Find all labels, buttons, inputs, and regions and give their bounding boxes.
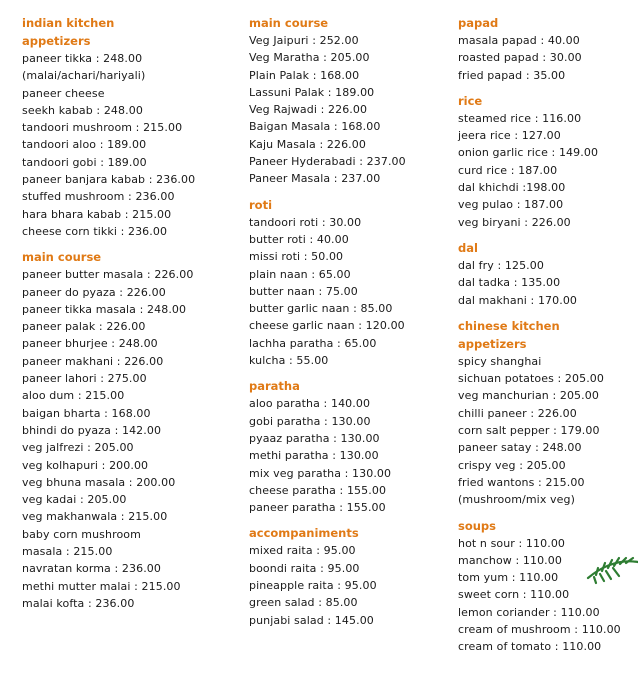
section-heading: papad	[458, 16, 499, 30]
menu-item: boondi raita : 95.00	[249, 561, 360, 575]
menu-item: Veg Maratha : 205.00	[249, 51, 370, 65]
menu-item: lachha paratha : 65.00	[249, 336, 377, 350]
menu-item: tandoori roti : 30.00	[249, 215, 362, 229]
menu-item: methi paratha : 130.00	[249, 449, 379, 463]
menu-item: paneer butter masala : 226.00	[22, 268, 194, 282]
menu-item: paneer makhani : 226.00	[22, 354, 164, 368]
section-heading: main course	[22, 250, 102, 265]
menu-item: dal makhani : 170.00	[458, 293, 578, 307]
menu-item: paneer cheese	[22, 86, 105, 100]
menu-item: jeera rice : 127.00	[458, 129, 561, 143]
menu-item: plain naan : 65.00	[249, 267, 351, 281]
menu-item: dal khichdi :198.00	[458, 181, 566, 195]
section-heading: paratha	[249, 379, 300, 394]
menu-item: steamed rice : 116.00	[458, 111, 582, 125]
menu-item: Veg Rajwadi : 226.00	[249, 103, 368, 117]
menu-item: butter roti : 40.00	[249, 232, 349, 246]
section-heading: roti	[249, 197, 273, 212]
menu-item: corn salt pepper : 179.00	[458, 424, 600, 438]
menu-item: veg jalfrezi : 205.00	[22, 441, 134, 455]
section-heading: soups	[458, 518, 497, 533]
section-heading: appetizers	[458, 336, 527, 351]
menu-item: stuffed mushroom : 236.00	[22, 190, 175, 204]
menu-item: lemon coriander : 110.00	[458, 605, 600, 619]
section-gap	[458, 309, 636, 317]
menu-item: veg manchurian : 205.00	[458, 389, 599, 403]
section-gap	[249, 188, 449, 196]
section-gap	[458, 509, 636, 517]
menu-item: cheese paratha : 155.00	[249, 483, 387, 497]
menu-item: kulcha : 55.00	[249, 354, 329, 368]
section-heading: main course	[249, 16, 329, 30]
menu-item: veg bhuna masala : 200.00	[22, 475, 176, 489]
section-heading: rice	[458, 93, 483, 108]
menu-item: cheese garlic naan : 120.00	[249, 319, 405, 333]
section-heading: chinese kitchen	[458, 318, 560, 333]
menu-item: paneer palak : 226.00	[22, 320, 146, 334]
menu-item: methi mutter malai : 215.00	[22, 579, 181, 593]
menu-item: gobi paratha : 130.00	[249, 414, 371, 428]
menu-item: crispy veg : 205.00	[458, 458, 566, 472]
menu-item: fried papad : 35.00	[458, 68, 566, 82]
section-heading: dal	[458, 240, 478, 255]
menu-item: sichuan potatoes : 205.00	[458, 372, 604, 386]
section-heading: appetizers	[22, 34, 91, 48]
section-gap	[249, 369, 449, 377]
menu-item: tandoori aloo : 189.00	[22, 138, 147, 152]
menu-item: Paneer Masala : 237.00	[249, 172, 381, 186]
menu-item: navratan korma : 236.00	[22, 562, 161, 576]
menu-item: cream of tomato : 110.00	[458, 640, 602, 654]
menu-item: aloo dum : 215.00	[22, 389, 125, 403]
menu-item: veg makhanwala : 215.00	[22, 510, 168, 524]
section-gap	[22, 240, 232, 248]
section-heading: indian kitchen	[22, 16, 115, 30]
menu-item: mix veg paratha : 130.00	[249, 466, 392, 480]
menu-item: sweet corn : 110.00	[458, 588, 570, 602]
menu-item: cheese corn tikki : 236.00	[22, 224, 168, 238]
menu-item: pineapple raita : 95.00	[249, 579, 377, 593]
menu-item: mixed raita : 95.00	[249, 544, 356, 558]
section-gap	[458, 231, 636, 239]
menu-item: Veg Jaipuri : 252.00	[249, 34, 359, 47]
menu-item: paneer paratha : 155.00	[249, 501, 386, 515]
menu-item: tandoori gobi : 189.00	[22, 155, 147, 169]
menu-item: cream of mushroom : 110.00	[458, 623, 621, 637]
menu-item: aloo paratha : 140.00	[249, 397, 371, 411]
menu-item: spicy shanghai	[458, 354, 542, 368]
menu-item: roasted papad : 30.00	[458, 51, 582, 65]
menu-column-2	[249, 14, 449, 629]
menu-item: butter garlic naan : 85.00	[249, 302, 393, 316]
menu-item: paneer tikka : 248.00	[22, 52, 143, 65]
menu-item: masala : 215.00	[22, 545, 113, 559]
menu-item: onion garlic rice : 149.00	[458, 146, 599, 160]
menu-item: veg kolhapuri : 200.00	[22, 458, 149, 472]
menu-item: green salad : 85.00	[249, 596, 358, 610]
menu-item: pyaaz paratha : 130.00	[249, 431, 380, 445]
section-gap	[249, 516, 449, 524]
menu-item: paneer satay : 248.00	[458, 441, 582, 455]
menu-item: paneer banjara kabab : 236.00	[22, 173, 196, 187]
menu-item: (mushroom/mix veg)	[458, 493, 575, 507]
menu-item: dal fry : 125.00	[458, 258, 544, 272]
menu-item: butter naan : 75.00	[249, 284, 358, 298]
menu-item: manchow : 110.00	[458, 553, 562, 567]
menu-item: seekh kabab : 248.00	[22, 103, 143, 117]
menu-item: hot n sour : 110.00	[458, 536, 566, 550]
menu-item: paneer bhurjee : 248.00	[22, 337, 158, 351]
section-heading: accompaniments	[249, 526, 359, 541]
section-gap	[458, 84, 636, 92]
menu-item: paneer lahori : 275.00	[22, 372, 147, 386]
menu-item: paneer tikka masala : 248.00	[22, 302, 187, 316]
menu-item: Paneer Hyderabadi : 237.00	[249, 155, 406, 169]
menu-item: baigan bharta : 168.00	[22, 406, 151, 420]
menu-item: baby corn mushroom	[22, 527, 141, 541]
menu-item: Baigan Masala : 168.00	[249, 120, 381, 134]
menu-item: tom yum : 110.00	[458, 571, 559, 585]
menu-item: hara bhara kabab : 215.00	[22, 207, 172, 221]
menu-item: fried wantons : 215.00	[458, 475, 585, 489]
menu-item: tandoori mushroom : 215.00	[22, 121, 183, 135]
menu-item: missi roti : 50.00	[249, 250, 344, 264]
menu-item: Kaju Masala : 226.00	[249, 137, 366, 151]
menu-item: dal tadka : 135.00	[458, 276, 561, 290]
menu-item: Lassuni Palak : 189.00	[249, 85, 375, 99]
menu-item: malai kofta : 236.00	[22, 596, 135, 610]
menu-item: veg pulao : 187.00	[458, 198, 564, 212]
menu-item: chilli paneer : 226.00	[458, 406, 577, 420]
menu-item: bhindi do pyaza : 142.00	[22, 423, 162, 437]
menu-item: paneer do pyaza : 226.00	[22, 285, 166, 299]
menu-item: punjabi salad : 145.00	[249, 613, 374, 627]
menu-item: veg biryani : 226.00	[458, 215, 571, 229]
menu-item: curd rice : 187.00	[458, 163, 558, 177]
menu-item: Plain Palak : 168.00	[249, 68, 360, 82]
leaf-decoration	[586, 548, 638, 588]
menu-column-1	[22, 14, 232, 612]
menu-item: veg kadai : 205.00	[22, 493, 127, 507]
menu-item: masala papad : 40.00	[458, 34, 580, 47]
menu-item: (malai/achari/hariyali)	[22, 69, 146, 83]
